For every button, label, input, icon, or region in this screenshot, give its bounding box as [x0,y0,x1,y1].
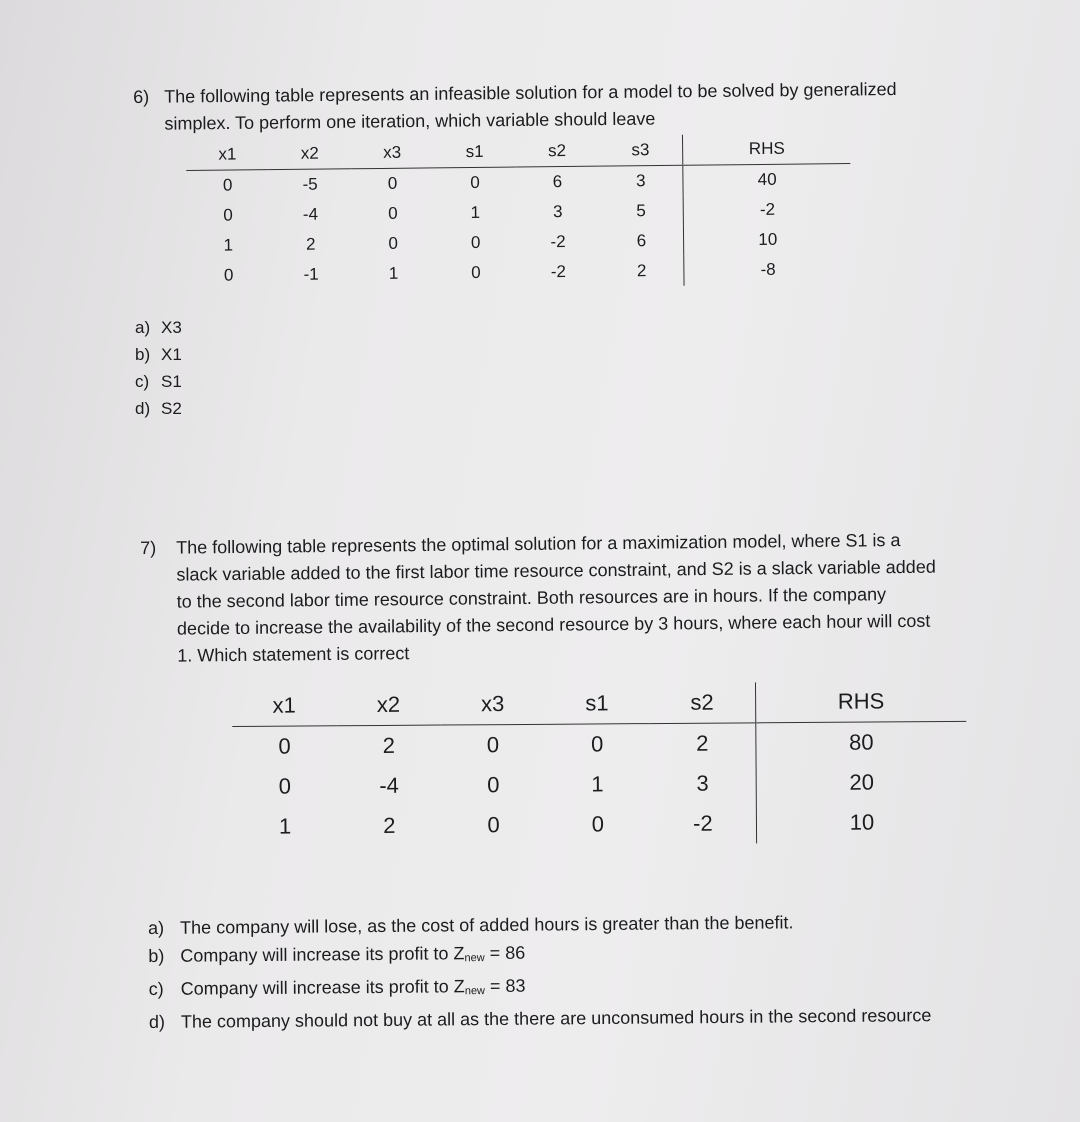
table-cell: -2 [693,810,713,836]
table-cell: 1 [470,202,481,223]
table-cell-rhs: 40 [683,164,850,196]
question-6 [133,75,964,140]
option-text: X1 [161,345,182,364]
option-letter: d) [148,1011,166,1032]
table-cell: 0 [487,812,500,838]
table-cell: 2 [382,732,395,758]
option-a[interactable] [135,314,182,341]
table-cell: 1 [223,235,234,255]
option-letter: b) [135,345,151,364]
column-header: x1 [186,139,269,170]
column-header: s1 [433,137,516,168]
question-7-table [232,681,967,847]
table-cell-rhs: 10 [756,802,967,843]
option-text: S2 [161,399,182,418]
question-6-line: simplex. To perform one iteration, which variable should leave [164,108,656,134]
option-d[interactable] [135,395,182,422]
option-text: X3 [161,318,182,337]
column-header: s2 [516,136,599,167]
question-7-line: decide to increase the availability of the second resource by 3 hours, where each hour will cost [176,610,931,639]
table-cell-rhs: 10 [684,224,851,256]
table-row [233,762,967,807]
question-7-text [176,527,937,670]
table-row [233,802,967,847]
table-cell: 2 [305,234,316,254]
table-cell: -5 [302,174,318,194]
table-cell: -1 [303,264,319,284]
option-text: The company should not buy at all as the there are unconsumed hours in the second resource [180,1005,932,1032]
table-cell: 0 [470,232,481,253]
option-value: = 83 [484,975,526,997]
table-cell: -2 [550,262,567,282]
table-cell-rhs: 80 [756,721,967,763]
table-cell: 0 [470,172,480,193]
question-6-line: The following table represents an infeasible solution for a model to be solved by generalized [164,79,897,107]
table-header-row [232,681,966,727]
table-cell: 0 [388,233,399,253]
column-header: x1 [232,685,337,726]
option-letter: a) [148,917,165,938]
option-b[interactable] [135,341,182,368]
table-cell: 2 [383,812,396,838]
table-cell: 2 [696,730,709,756]
option-c[interactable] [135,368,182,395]
table-cell: 0 [223,265,234,285]
table-cell: 0 [591,811,604,837]
table-cell: 1 [591,771,604,797]
column-header-rhs: RHS [755,681,966,723]
option-letter: d) [135,399,151,418]
column-header: x3 [440,684,545,725]
table-cell-rhs: -2 [684,194,851,226]
question-6-table [186,133,852,291]
table-cell: 0 [486,732,500,758]
table-cell: 3 [552,202,563,222]
option-text: Company will increase its profit to Z [180,943,465,966]
option-text: S1 [161,372,182,391]
column-header: s1 [545,683,650,724]
question-6-text [164,76,897,138]
table-cell: 0 [388,203,398,223]
table-cell: 0 [278,733,291,759]
question-7 [140,526,1021,675]
table-cell: 1 [388,263,399,283]
question-7-line: to the second labor time resource constraint. Both resources are in hours. If the company [176,584,887,612]
column-header: s3 [598,135,683,166]
question-7-options [148,907,932,1036]
question-7-line: 1. Which statement is correct [177,643,410,666]
table-cell: 6 [552,172,563,192]
option-text: Company will increase its profit to Z [180,976,465,999]
question-7-line: The following table represents the optimal solution for a maximization model, where S1 is a [176,530,901,558]
option-letter: c) [148,978,164,999]
column-header: x2 [336,685,441,726]
subscript-new: new [464,985,486,998]
table-cell: 0 [278,773,292,799]
subscript-new: new [464,952,485,965]
table-cell: 3 [696,770,709,796]
table-cell-rhs: -8 [684,254,851,286]
table-cell: 0 [387,173,398,193]
question-7-number: 7) [140,537,157,558]
table-row [187,254,851,291]
table-cell: -2 [550,232,566,252]
table-cell: -4 [302,204,319,224]
question-6-number: 6) [133,86,150,107]
option-letter: b) [148,945,165,966]
question-7-line: slack variable added to the first labor time resource constraint, and S2 is a slack variable added [176,556,936,585]
table-cell: 0 [591,731,604,757]
question-6-options [135,314,182,422]
table-cell: 3 [635,171,646,191]
table-row [232,721,966,767]
table-cell: 0 [471,262,481,283]
table-cell: 0 [223,205,233,225]
option-text: The company will lose, as the cost of added hours is greater than the benefit. [180,912,794,938]
column-header: x3 [351,137,434,168]
table-cell-rhs: 20 [756,762,967,803]
table-cell: 5 [636,201,646,221]
table-cell: 6 [636,231,647,251]
table-cell: 1 [278,813,292,839]
table-cell: 0 [487,772,500,798]
option-letter: c) [135,372,150,391]
table-cell: -4 [379,772,399,798]
option-letter: a) [135,318,151,337]
column-header: x2 [268,138,351,169]
option-d[interactable] [149,1001,932,1036]
column-header-rhs: RHS [683,133,850,165]
table-cell: 2 [636,261,647,281]
option-value: = 86 [484,942,526,964]
table-cell: 0 [222,175,233,195]
column-header: s2 [649,682,756,723]
